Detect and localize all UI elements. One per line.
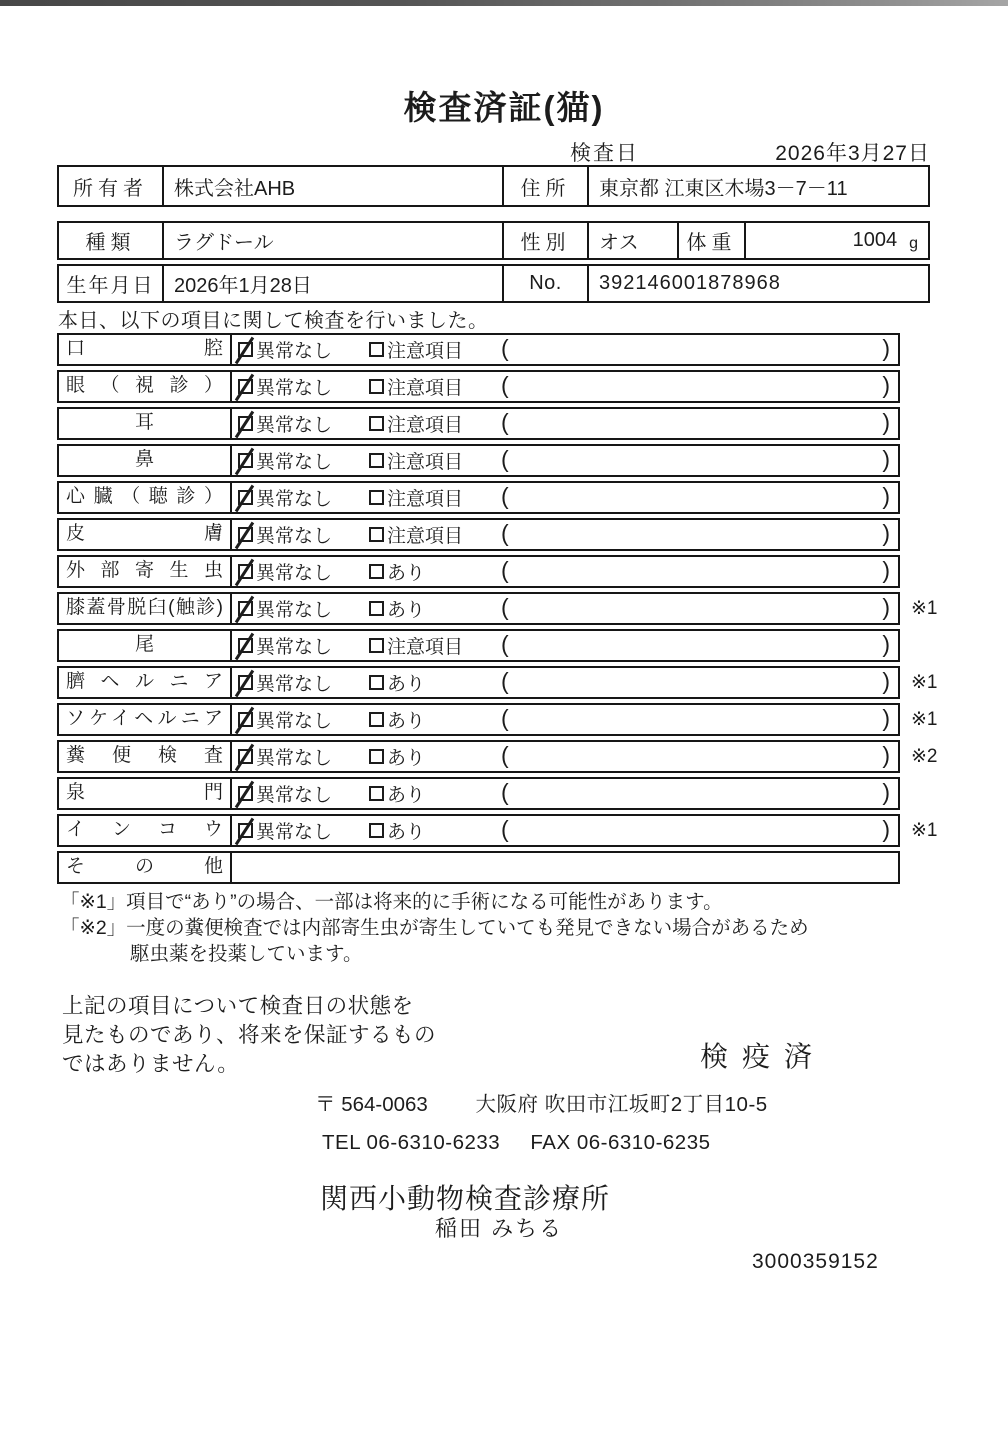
checkbox-unchecked-icon[interactable]	[369, 527, 384, 542]
examiner-name: 稲田 みちる	[435, 1216, 564, 1241]
checklist-row-tail	[57, 629, 900, 662]
checklist-row-patella	[57, 592, 938, 625]
paren-open: (	[501, 334, 509, 361]
checklist-item-label: 耳	[59, 409, 232, 438]
checklist-item-label: 泉門	[59, 779, 232, 808]
checkbox-unchecked-icon[interactable]	[369, 453, 384, 468]
address-value: 東京都 江東区木場3－7－11	[587, 167, 928, 205]
option-attention	[369, 336, 501, 363]
paren-close: )	[882, 408, 890, 435]
checklist-row-umbilical-hernia	[57, 666, 938, 699]
postal-code: 〒 564-0063	[315, 1093, 428, 1116]
option-attention	[369, 632, 501, 659]
serial-number: 3000359152	[752, 1250, 879, 1273]
option-label: 注意項目	[387, 489, 464, 510]
paren-open: (	[501, 482, 509, 509]
checkbox-unchecked-icon[interactable]	[369, 638, 384, 653]
option-no-abnormality	[238, 336, 369, 363]
option-no-abnormality	[238, 817, 369, 844]
option-attention	[369, 447, 501, 474]
checkbox-checked-icon[interactable]	[238, 712, 253, 727]
checkbox-unchecked-icon[interactable]	[369, 712, 384, 727]
option-label: あり	[387, 822, 426, 843]
checkbox-unchecked-icon[interactable]	[369, 490, 384, 505]
option-label: 異常なし	[256, 526, 333, 547]
option-no-abnormality	[238, 706, 369, 733]
option-no-abnormality	[238, 558, 369, 585]
footnote-marker: ※1	[911, 672, 938, 693]
paren-close: )	[882, 482, 890, 509]
intro-sentence: 本日、以下の項目に関して検査を行いました。	[58, 310, 489, 332]
option-label: あり	[387, 785, 426, 806]
paren-open: (	[501, 445, 509, 472]
paren-open: (	[501, 408, 509, 435]
checkbox-checked-icon[interactable]	[238, 675, 253, 690]
option-label: 異常なし	[256, 785, 333, 806]
option-present	[369, 558, 501, 585]
checkbox-unchecked-icon[interactable]	[369, 342, 384, 357]
owner-table	[57, 165, 930, 207]
paren-open: (	[501, 630, 509, 657]
option-no-abnormality	[238, 780, 369, 807]
checklist-row-heart	[57, 481, 900, 514]
breed-value: ラグドール	[162, 223, 502, 258]
option-no-abnormality	[238, 410, 369, 437]
address-label: 住所	[502, 167, 587, 205]
option-attention	[369, 373, 501, 400]
checklist-item-label: 外部寄生虫	[59, 557, 232, 586]
checklist-item-label: 糞便検査	[59, 742, 232, 771]
checkbox-checked-icon[interactable]	[238, 601, 253, 616]
checklist-item-label: 眼（視診）	[59, 372, 232, 401]
clinic-fax: FAX 06-6310-6235	[530, 1131, 711, 1154]
clinic-tel: TEL 06-6310-6233	[322, 1131, 501, 1154]
checkbox-checked-icon[interactable]	[238, 564, 253, 579]
option-attention	[369, 484, 501, 511]
checkbox-unchecked-icon[interactable]	[369, 564, 384, 579]
option-label: あり	[387, 563, 426, 584]
checklist-item-label: 膝蓋骨脱臼(触診)	[59, 594, 232, 623]
sex-label: 性別	[502, 223, 587, 258]
option-label: あり	[387, 600, 426, 621]
paren-open: (	[501, 519, 509, 546]
option-present	[369, 595, 501, 622]
option-label: 異常なし	[256, 674, 333, 695]
checklist-row-eyes	[57, 370, 900, 403]
id-number-value: 392146001878968	[587, 266, 928, 301]
checkbox-unchecked-icon[interactable]	[369, 749, 384, 764]
option-attention	[369, 410, 501, 437]
paren-close: )	[882, 334, 890, 361]
option-label: 注意項目	[387, 452, 464, 473]
option-label: 異常なし	[256, 748, 333, 769]
checklist-row-body	[232, 520, 898, 549]
checkbox-checked-icon[interactable]	[238, 786, 253, 801]
checkbox-checked-icon[interactable]	[238, 749, 253, 764]
document-title: 検査済証(猫)	[403, 89, 605, 126]
clinic-name: 関西小動物検査診療所	[320, 1183, 611, 1214]
checklist-row-external-parasites	[57, 555, 900, 588]
option-label: 注意項目	[387, 637, 464, 658]
option-label: 異常なし	[256, 489, 333, 510]
checklist-row-body	[232, 779, 898, 808]
checklist-row-other	[57, 851, 900, 884]
checklist-row-body	[232, 483, 898, 512]
checklist-row-fecal-exam	[57, 740, 938, 773]
paren-close: )	[882, 371, 890, 398]
option-present	[369, 780, 501, 807]
paren-open: (	[501, 815, 509, 842]
option-label: 異常なし	[256, 415, 333, 436]
option-label: 注意項目	[387, 415, 464, 436]
id-number-label: No.	[502, 266, 587, 301]
paren-close: )	[882, 445, 890, 472]
checklist-row-body	[232, 668, 898, 697]
footnote-marker: ※2	[911, 746, 938, 767]
clinic-address: 大阪府 吹田市江坂町2丁目10-5	[475, 1093, 768, 1116]
checklist-row-fontanelle	[57, 777, 900, 810]
exam-date-label: 検査日	[570, 142, 639, 165]
checklist-row-nose	[57, 444, 900, 477]
checklist-item-label: 鼻	[59, 446, 232, 475]
option-no-abnormality	[238, 669, 369, 696]
checkbox-checked-icon[interactable]	[238, 823, 253, 838]
option-no-abnormality	[238, 447, 369, 474]
paren-close: )	[882, 778, 890, 805]
paren-open: (	[501, 704, 509, 731]
footnote-2-continued: 駆虫薬を投薬しています。	[130, 943, 363, 965]
checklist-row-cryptorchidism	[57, 814, 938, 847]
checklist-row-body	[232, 594, 898, 623]
checklist-row-body	[232, 631, 898, 660]
clinic-contact-line	[322, 1131, 711, 1155]
clinic-postal-line	[315, 1087, 768, 1117]
option-label: 異常なし	[256, 711, 333, 732]
option-label: 異常なし	[256, 600, 333, 621]
checklist-item-label: ソケイヘルニア	[59, 705, 232, 734]
weight-label: 体重	[677, 223, 744, 258]
option-present	[369, 706, 501, 733]
quarantine-stamp: 検疫済	[700, 1041, 827, 1072]
checkbox-unchecked-icon[interactable]	[369, 823, 384, 838]
checklist-row-inguinal-hernia	[57, 703, 938, 736]
checkbox-checked-icon[interactable]	[238, 416, 253, 431]
checklist-row-ears	[57, 407, 900, 440]
checkbox-unchecked-icon[interactable]	[369, 601, 384, 616]
checklist-row-body	[232, 409, 898, 438]
option-attention	[369, 521, 501, 548]
checklist-row-body	[232, 335, 898, 364]
option-label: 異常なし	[256, 378, 333, 399]
option-label: 異常なし	[256, 341, 333, 362]
option-no-abnormality	[238, 373, 369, 400]
paren-open: (	[501, 667, 509, 694]
checklist-row-body	[232, 705, 898, 734]
option-label: 異常なし	[256, 822, 333, 843]
paren-close: )	[882, 815, 890, 842]
option-label: 異常なし	[256, 637, 333, 658]
option-label: 異常なし	[256, 452, 333, 473]
checkbox-checked-icon[interactable]	[238, 490, 253, 505]
checkbox-checked-icon[interactable]	[238, 342, 253, 357]
checkbox-checked-icon[interactable]	[238, 527, 253, 542]
checklist-row-skin	[57, 518, 900, 551]
disclaimer-line-2: 見たものであり、将来を保証するもの	[62, 1023, 437, 1047]
checklist-item-label: 皮膚	[59, 520, 232, 549]
footnote-marker: ※1	[911, 598, 938, 619]
paren-close: )	[882, 630, 890, 657]
disclaimer-line-3: ではありません。	[62, 1052, 240, 1076]
weight-value-cell	[744, 223, 928, 258]
checkbox-checked-icon[interactable]	[238, 379, 253, 394]
option-label: 異常なし	[256, 563, 333, 584]
option-no-abnormality	[238, 484, 369, 511]
checkbox-unchecked-icon[interactable]	[369, 416, 384, 431]
exam-date-value: 2026年3月27日	[775, 142, 930, 165]
exam-date-row	[57, 137, 930, 167]
birthdate-label: 生年月日	[66, 275, 155, 297]
checklist-row-body	[232, 742, 898, 771]
scan-artifact-bar	[0, 0, 1008, 6]
paren-open: (	[501, 593, 509, 620]
paren-close: )	[882, 741, 890, 768]
paren-close: )	[882, 704, 890, 731]
option-present	[369, 669, 501, 696]
paren-open: (	[501, 371, 509, 398]
weight-value: 1004	[852, 229, 898, 251]
option-label: 注意項目	[387, 526, 464, 547]
pet-info-table-row1	[57, 221, 930, 260]
option-present	[369, 743, 501, 770]
checkbox-unchecked-icon[interactable]	[369, 786, 384, 801]
checklist-item-label: 口腔	[59, 335, 232, 364]
option-no-abnormality	[238, 521, 369, 548]
paren-open: (	[501, 778, 509, 805]
disclaimer-line-1: 上記の項目について検査日の状態を	[62, 994, 414, 1018]
footnote-2: 「※2」一度の糞便検査では内部寄生虫が寄生していても発見できない場合があるため	[60, 917, 809, 939]
paren-open: (	[501, 556, 509, 583]
checklist-item-label: その他	[59, 853, 232, 882]
breed-label: 種類	[85, 232, 136, 254]
option-present	[369, 817, 501, 844]
paren-close: )	[882, 556, 890, 583]
checklist-row-oral	[57, 333, 900, 366]
option-no-abnormality	[238, 632, 369, 659]
checklist-item-label: 心臓（聴診）	[59, 483, 232, 512]
checkbox-unchecked-icon[interactable]	[369, 675, 384, 690]
checklist-row-body	[232, 446, 898, 475]
paren-close: )	[882, 519, 890, 546]
paren-close: )	[882, 593, 890, 620]
owner-label: 所有者	[73, 177, 148, 200]
birthdate-value: 2026年1月28日	[162, 266, 502, 301]
checkbox-checked-icon[interactable]	[238, 638, 253, 653]
footnote-marker: ※1	[911, 709, 938, 730]
footnotes-block	[60, 889, 809, 967]
paren-open: (	[501, 741, 509, 768]
checklist-row-body	[232, 816, 898, 845]
checklist-item-label: 臍ヘルニア	[59, 668, 232, 697]
checklist-item-label: 尾	[59, 631, 232, 660]
option-label: あり	[387, 711, 426, 732]
other-blank-cell	[232, 853, 898, 882]
checklist-table	[57, 333, 938, 888]
option-no-abnormality	[238, 743, 369, 770]
weight-unit: g	[909, 234, 918, 252]
checkbox-checked-icon[interactable]	[238, 453, 253, 468]
option-label: あり	[387, 748, 426, 769]
sex-value: オス	[587, 223, 677, 258]
option-label: あり	[387, 674, 426, 695]
checklist-row-body	[232, 372, 898, 401]
option-no-abnormality	[238, 595, 369, 622]
paren-close: )	[882, 667, 890, 694]
checklist-item-label: インコウ	[59, 816, 232, 845]
disclaimer-block	[62, 992, 436, 1079]
checkbox-unchecked-icon[interactable]	[369, 379, 384, 394]
option-label: 注意項目	[387, 341, 464, 362]
owner-value: 株式会社AHB	[162, 167, 502, 205]
pet-info-table-row2	[57, 264, 930, 303]
option-label: 注意項目	[387, 378, 464, 399]
footnote-1: 「※1」項目で“あり”の場合、一部は将来的に手術になる可能性があります。	[60, 891, 723, 913]
checklist-row-body	[232, 557, 898, 586]
footnote-marker: ※1	[911, 820, 938, 841]
